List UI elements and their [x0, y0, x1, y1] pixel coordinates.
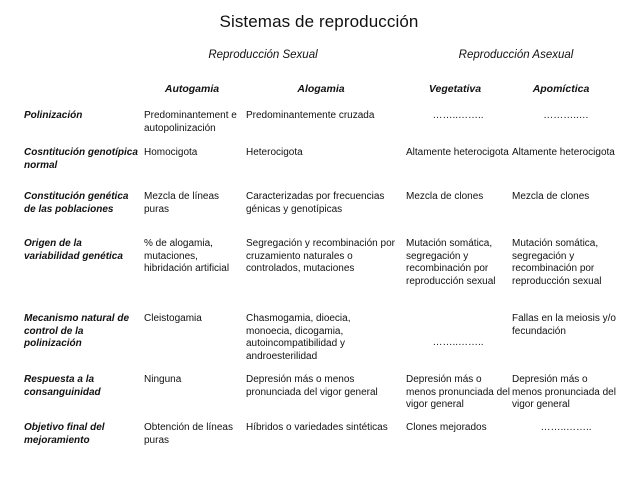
- page-title: Sistemas de reproducción: [219, 12, 419, 31]
- column-header-autogamia: Autogamia: [164, 83, 220, 95]
- table-cell: Depresión más o menos pronunciada del vigor general: [512, 374, 616, 410]
- row-label: Objetivo final del mejoramiento: [24, 422, 105, 446]
- row-label: Respuesta a la consanguinidad: [24, 374, 101, 398]
- table-cell: Clones mejorados: [406, 422, 487, 433]
- table-cell: ……..……..: [432, 337, 484, 348]
- table-cell: % de alogamia, mutaciones, hibridación artificial: [144, 238, 230, 274]
- table-cell: Ninguna: [144, 374, 182, 385]
- table-cell: ……..……..: [432, 110, 484, 121]
- table-cell: ………..…: [543, 110, 589, 121]
- table-cell: ……..……..: [540, 422, 592, 433]
- table-cell: Cleistogamia: [144, 313, 202, 324]
- table-cell: Mezcla de clones: [512, 191, 590, 202]
- group-header-sexual: Reproducción Sexual: [208, 49, 318, 61]
- table-cell: Híbridos o variedades sintéticas: [246, 422, 388, 433]
- table-cell: Predominantement e autopolinización: [144, 110, 237, 134]
- table-cell: Mutación somática, segregación y recombinación por reproducción sexual: [406, 238, 496, 287]
- table-cell: Altamente heterocigota: [406, 147, 509, 158]
- row-label: Mecanismo natural de control de la polinización: [24, 313, 130, 349]
- table-cell: Mutación somática, segregación y recombinación por reproducción sexual: [512, 238, 602, 287]
- row-label: Constitución genética de las poblaciones: [24, 191, 129, 215]
- table-cell: Fallas en la meiosis y/o fecundación: [512, 313, 616, 337]
- row-label: Cosntitución genotípica normal: [24, 147, 138, 171]
- group-header-asexual: Reproducción Asexual: [458, 49, 574, 61]
- row-label: Origen de la variabilidad genética: [24, 238, 123, 262]
- table-cell: Depresión más o menos pronunciada del vigor general: [406, 374, 510, 410]
- table-cell: Homocigota: [144, 147, 198, 158]
- column-header-apomictica: Apomíctica: [532, 83, 590, 95]
- table-cell: Heterocigota: [246, 147, 303, 158]
- table-cell: Segregación y recombinación por cruzamiento naturales o controlados, mutaciones: [246, 238, 395, 274]
- column-header-alogamia: Alogamia: [297, 83, 345, 95]
- table-cell: Caracterizadas por frecuencias génicas y genotípicas: [246, 191, 385, 215]
- table-cell: Altamente heterocigota: [512, 147, 615, 158]
- table-cell: Depresión más o menos pronunciada del vigor general: [246, 374, 378, 398]
- table-cell: Mezcla de líneas puras: [144, 191, 220, 215]
- table-cell: Chasmogamia, dioecia, monoecia, dicogamia, autoincompatibilidad y androesterilidad: [246, 313, 351, 362]
- table-cell: Predominantemente cruzada: [246, 110, 375, 121]
- table-cell: Obtención de líneas puras: [144, 422, 233, 446]
- table-cell: Mezcla de clones: [406, 191, 484, 202]
- column-header-vegetativa: Vegetativa: [428, 83, 482, 95]
- row-label: Polinización: [24, 110, 83, 121]
